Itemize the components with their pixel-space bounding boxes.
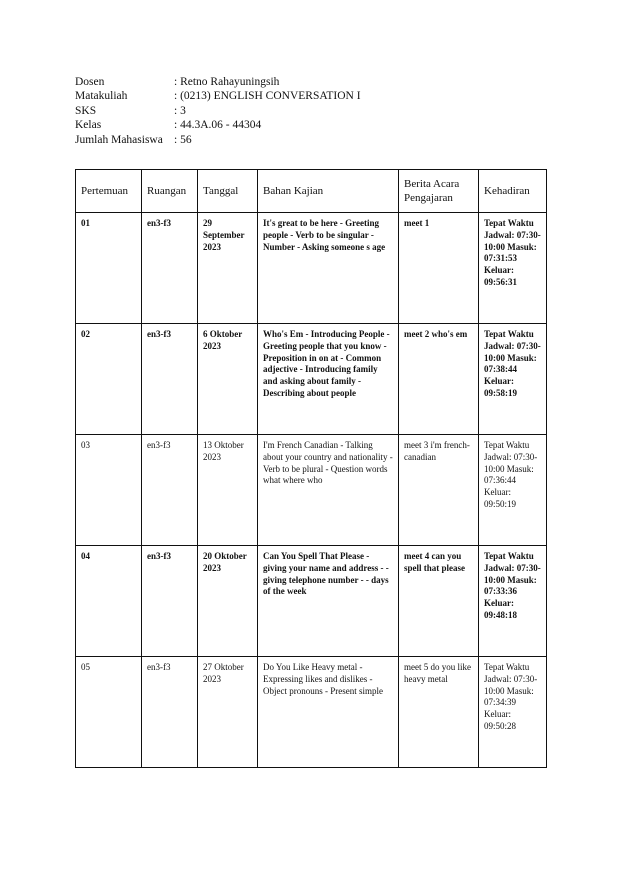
table-header-row [76, 170, 547, 213]
header-ruangan: Ruangan [142, 170, 198, 213]
cell-ruangan: en3-f3 [142, 546, 198, 657]
cell-berita-acara: meet 4 can you spell that please [399, 546, 479, 657]
header-bahan-kajian: Bahan Kajian [258, 170, 399, 213]
attendance-table [75, 169, 547, 768]
info-value: : Retno Rahayuningsih [174, 76, 280, 88]
cell-tanggal: 29 September 2023 [198, 213, 258, 324]
header-pertemuan: Pertemuan [76, 170, 142, 213]
info-value: : 56 [174, 133, 192, 146]
table-row [76, 435, 547, 546]
cell-berita-acara: meet 3 i'm french-canadian [399, 435, 479, 546]
cell-berita-acara: meet 1 [399, 213, 479, 324]
cell-tanggal: 27 Oktober 2023 [198, 657, 258, 768]
info-value: : (0213) ENGLISH CONVERSATION I [174, 90, 361, 103]
cell-pertemuan: 03 [76, 435, 142, 546]
info-row-dosen [75, 75, 555, 89]
attendance-table-container [75, 169, 546, 768]
cell-bahan-kajian: It's great to be here - Greeting people - Verb to be singular - Number - Asking someone s age [258, 213, 399, 324]
table-row [76, 324, 547, 435]
cell-kehadiran: Tepat Waktu Jadwal: 07:30-10:00 Masuk: 07:36:44 Keluar: 09:50:19 [479, 435, 547, 546]
cell-kehadiran: Tepat Waktu Jadwal: 07:30-10:00 Masuk: 07:38:44 Keluar: 09:58:19 [479, 324, 547, 435]
info-row-jumlah-mahasiswa [75, 133, 555, 147]
info-value: : 3 [174, 104, 186, 117]
info-row-sks [75, 104, 555, 118]
info-label: Jumlah Mahasiswa [75, 133, 163, 146]
info-row-matakuliah [75, 89, 555, 103]
info-label: Kelas [75, 119, 102, 132]
cell-ruangan: en3-f3 [142, 657, 198, 768]
cell-tanggal: 13 Oktober 2023 [198, 435, 258, 546]
cell-tanggal: 20 Oktober 2023 [198, 546, 258, 657]
cell-bahan-kajian: Do You Like Heavy metal - Expressing likes and dislikes - Object pronouns - Present simple [258, 657, 399, 768]
info-label: SKS [75, 104, 97, 117]
cell-kehadiran: Tepat Waktu Jadwal: 07:30-10:00 Masuk: 07:33:36 Keluar: 09:48:18 [479, 546, 547, 657]
header-kehadiran: Kehadiran [479, 170, 547, 213]
cell-pertemuan: 04 [76, 546, 142, 657]
cell-pertemuan: 02 [76, 324, 142, 435]
cell-pertemuan: 05 [76, 657, 142, 768]
cell-kehadiran: Tepat Waktu Jadwal: 07:30-10:00 Masuk: 07:34:39 Keluar: 09:50:28 [479, 657, 547, 768]
cell-pertemuan: 01 [76, 213, 142, 324]
table-row [76, 213, 547, 324]
info-row-kelas [75, 118, 555, 132]
cell-bahan-kajian: Who's Em - Introducing People - Greeting people that you know - Preposition in on at - Common adjective - Introducing family and asking about family - Describing about people [258, 324, 399, 435]
cell-berita-acara: meet 5 do you like heavy metal [399, 657, 479, 768]
cell-kehadiran: Tepat Waktu Jadwal: 07:30-10:00 Masuk: 07:31:53 Keluar: 09:56:31 [479, 213, 547, 324]
info-label: Dosen [75, 76, 105, 88]
cell-bahan-kajian: Can You Spell That Please - giving your name and address - - giving telephone number - - days of the week [258, 546, 399, 657]
cell-ruangan: en3-f3 [142, 213, 198, 324]
info-label: Matakuliah [75, 90, 128, 103]
table-row [76, 657, 547, 768]
cell-bahan-kajian: I'm French Canadian - Talking about your country and nationality - Verb to be plural - Question words what where who [258, 435, 399, 546]
table-row [76, 546, 547, 657]
cell-ruangan: en3-f3 [142, 324, 198, 435]
cell-berita-acara: meet 2 who's em [399, 324, 479, 435]
info-value: : 44.3A.06 - 44304 [174, 119, 262, 132]
cell-ruangan: en3-f3 [142, 435, 198, 546]
header-tanggal: Tanggal [198, 170, 258, 213]
header-berita-acara: Berita Acara Pengajaran [399, 170, 479, 213]
cell-tanggal: 6 Oktober 2023 [198, 324, 258, 435]
course-info [75, 75, 555, 147]
